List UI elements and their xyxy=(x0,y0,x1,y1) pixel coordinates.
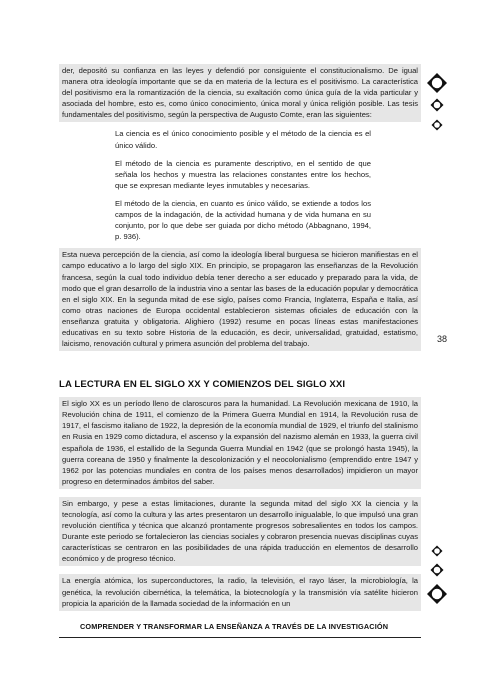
diamond-ring-icon xyxy=(430,98,444,112)
section-paragraph-2: Sin embargo, y pese a estas limitaciones, durante la segunda mitad del siglo XX la ciencia y la tecnología, así como la cultura y las artes presentaron un desarrollo inigualable, lo que impulsó una gran revolución científica y técnica que alcanzó prontamente progresos sobresalientes en todos los campos. Durante este periodo se fortalecieron las ciencias sociales y cobraron presencia nuevas disciplinas cuyas características se centraron en las posibilidades de una rápida traducción en elementos de desarrollo económico y de progreso técnico. xyxy=(59,497,421,567)
quote-3: El método de la ciencia, en cuanto es único válido, se extiende a todos los campos de la indagación, de la actividad humana y de vida humana en su conjunto, por lo que debe ser guiada por dicho método (Abbagnano, 1994, p. 936). xyxy=(115,198,371,242)
quote-2: El método de la ciencia es puramente descriptivo, en el sentido de que señala los hechos y muestra las relaciones constantes entre los hechos, que se expresan mediante leyes inmutables y necesarias. xyxy=(115,158,371,190)
section-paragraph-3: La energía atómica, los superconductores, la radio, la televisión, el rayo láser, la microbiología, la genética, la revolución cibernética, la telemática, la biotecnología y la transmisión vía satélite hicieron propicia la aparición de la llamada sociedad de la información en un xyxy=(59,574,421,610)
diamond-ring-icon xyxy=(426,72,448,94)
diamond-ring-icon xyxy=(430,563,444,577)
intro-paragraph: der, depositó su confianza en las leyes y defendió por consiguiente el constitucionalismo. De igual manera otra ideología importante que se da en materia de la lectura es el positivismo. La característica del positivismo era la romantización de la ciencia, su exaltación como única guía de la vida particular y asociada del hombre, esto es, como único conocimiento, única moral y única religión posible. Las tesis fundamentales del positivismo, según la perspectiva de Augusto Comte, eran las siguientes: xyxy=(59,64,421,122)
section-heading: LA LECTURA EN EL SIGLO XX Y COMIENZOS DEL SIGLO XXI xyxy=(59,379,346,391)
section-paragraph-1: El siglo XX es un período lleno de claroscuros para la humanidad. La Revolución mexicana de 1910, la Revolución china de 1911, el comienzo de la Primera Guerra Mundial en 1914, la Revolución rusa de 1917, el fascismo italiano de 1922, la depresión de la economía mundial de 1929, el triunfo del stalinismo en Rusia en 1929 como dictadura, el ascenso y la expansión del nazismo alemán en 1933, la guerra civil española de 1936, el estallido de la Segunda Guerra Mundial en 1942 (que se prolongó hasta 1945), la guerra coreana de 1950 y finalmente la descolonización y el neocolonialismo (emprendido entre 1947 y 1962 por las potencias mundiales en contra de los países menos desarrollados) impidieron un mayor progreso en determinados ámbitos del saber. xyxy=(59,397,421,489)
footer-title: COMPRENDER Y TRANSFORMAR LA ENSEÑANZA A TRAVÉS DE LA INVESTIGACIÓN xyxy=(80,622,389,631)
footer-rule xyxy=(59,637,421,638)
page-content xyxy=(59,64,421,611)
diamond-ring-icon xyxy=(431,545,443,557)
quote-1: La ciencia es el único conocimiento posible y el método de la ciencia es el único válido. xyxy=(115,129,371,150)
body-paragraph: Esta nueva percepción de la ciencia, así como la ideología liberal burguesa se hicieron manifiestas en el campo educativo a lo largo del siglo XIX. En principio, se propagaron las enseñanzas de la Revolución francesa, según la cual todo individuo debía tener derecho a ser educado y preparado para la vida, de modo que el gran desarrollo de la industria vino a sentar las bases de la educación popular y democrática en el siglo XIX. En la segunda mitad de ese siglo, países como Francia, Inglaterra, España e Italia, así como otras naciones de Europa occidental establecieron sistemas oficiales de educación con la enseñanza gratuita y obligatoria. Alighiero (1992) resume en pocas líneas estas manifestaciones educativas en su texto sobre Historia de la educación, es decir, universalidad, gratuidad, estatismo, laicismo, renovación cultural y primera asunción del problema del trabajo. xyxy=(59,248,421,351)
diamond-ring-icon xyxy=(431,119,443,131)
diamond-ring-icon xyxy=(426,583,448,605)
positivism-quotes xyxy=(59,128,421,242)
page-number: 38 xyxy=(437,334,448,344)
